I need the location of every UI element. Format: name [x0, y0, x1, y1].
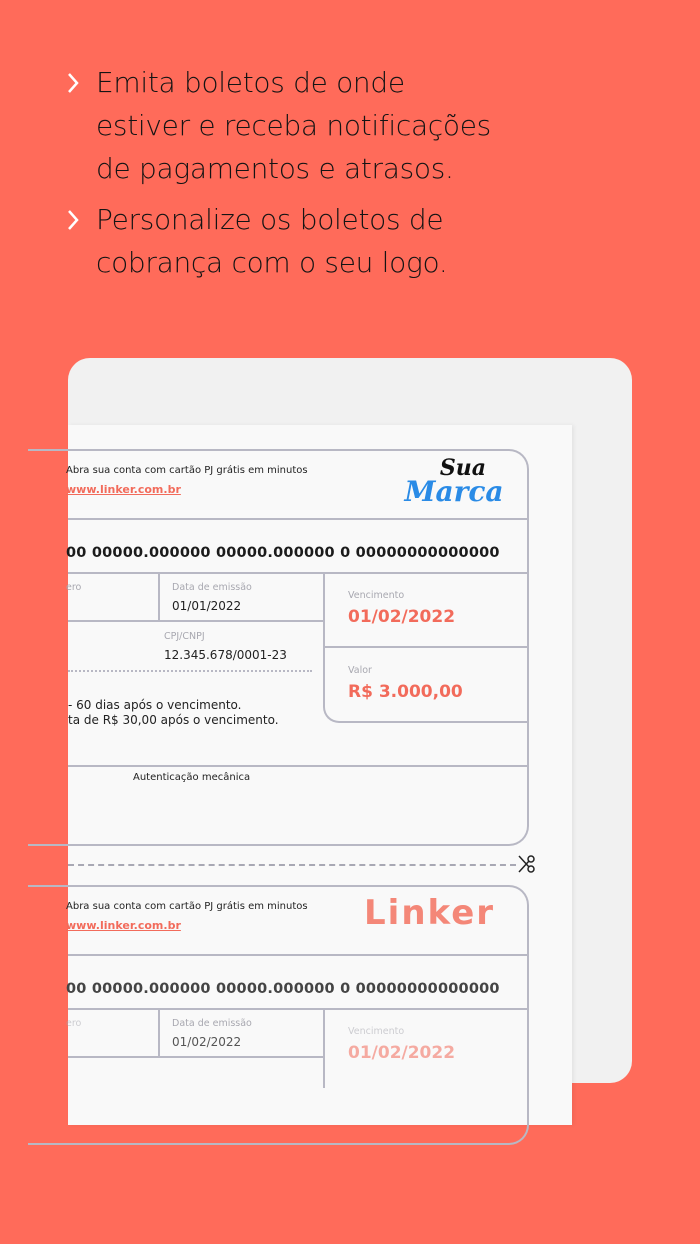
bullet-line: cobrança com o seu logo. [96, 246, 448, 279]
barcode-digits: 00 00000.000000 00000.000000 0 00000000000000 [66, 545, 500, 561]
valor-label: Valor [348, 665, 372, 676]
vencimento-label: Vencimento [348, 590, 405, 601]
autenticacao-label: Autenticação mecânica [133, 772, 251, 783]
linker-logo: Linker [364, 893, 496, 933]
sua-marca-logo: Sua Marca [404, 455, 504, 508]
vencimento-label: Vencimento [348, 1026, 405, 1037]
emissao-value: 01/01/2022 [172, 599, 242, 613]
feature-bullet-2 [66, 198, 447, 284]
cut-line [68, 864, 516, 866]
bullet-line: Emita boletos de onde [96, 66, 405, 99]
bullet-line: de pagamentos e atrasos. [96, 152, 454, 185]
instruction-line: - 60 dias após o vencimento. [68, 698, 242, 712]
scissors-icon [517, 854, 537, 878]
vencimento-value: 01/02/2022 [348, 1043, 456, 1063]
chevron-right-icon [66, 61, 96, 190]
bullet-line: estiver e receba notificações [96, 109, 491, 142]
vencimento-value: 01/02/2022 [348, 607, 456, 627]
promo-text: Abra sua conta com cartão PJ grátis em minutos [66, 901, 308, 912]
emissao-label: Data de emissão [172, 582, 252, 593]
feature-bullet-1 [66, 61, 491, 190]
cnpj-label: CPJ/CNPJ [164, 631, 205, 642]
linker-link[interactable]: www.linker.com.br [66, 483, 181, 496]
instruction-line: ta de R$ 30,00 após o vencimento. [68, 713, 279, 727]
numero-label: ero [66, 1018, 82, 1029]
emissao-label: Data de emissão [172, 1018, 252, 1029]
emissao-value: 01/02/2022 [172, 1035, 242, 1049]
chevron-right-icon [66, 198, 96, 284]
bullet-line: Personalize os boletos de [96, 203, 444, 236]
numero-label: ero [66, 582, 82, 593]
promo-text: Abra sua conta com cartão PJ grátis em minutos [66, 465, 308, 476]
barcode-digits: 00 00000.000000 00000.000000 0 00000000000000 [66, 981, 500, 997]
linker-link[interactable]: www.linker.com.br [66, 919, 181, 932]
cnpj-value: 12.345.678/0001-23 [164, 648, 287, 662]
boleto-preview-card [68, 358, 632, 1083]
valor-value: R$ 3.000,00 [348, 682, 463, 702]
